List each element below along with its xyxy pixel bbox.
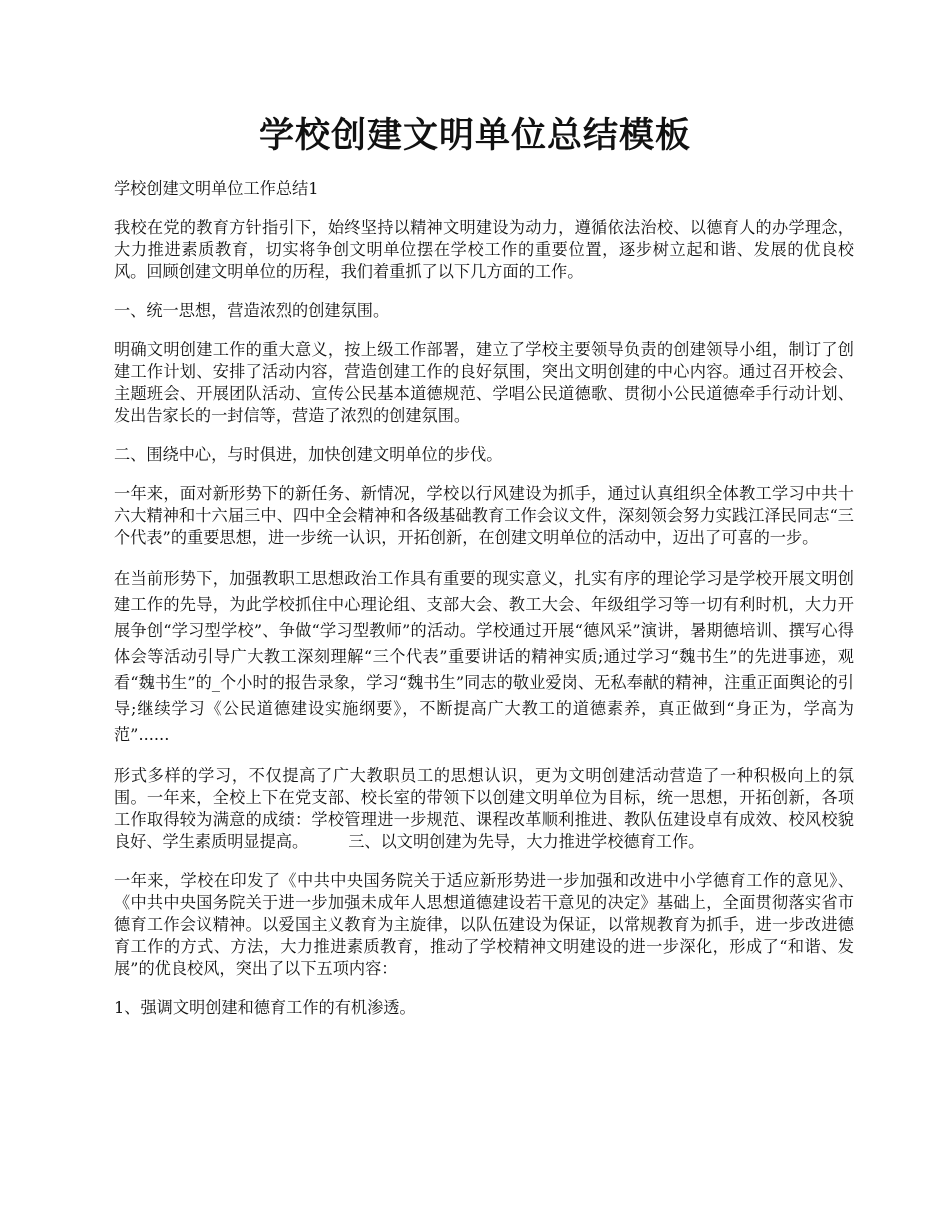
paragraph-section-2a: 一年来，面对新形势下的新任务、新情况，学校以行风建设为抓手，通过认真组织全体教工学习中共十六大精神和十六届三中、四中全会精神和各级基础教育工作会议文件，深刻领会努力实践江泽民同志“三个代表”的重要思想，进一步统一认识，开拓创新，在创建文明单位的活动中，迈出了可喜的一步。 (114, 484, 854, 547)
paragraph-section-3: 一年来，学校在印发了《中共中央国务院关于适应新形势进一步加强和改进中小学德育工作的意见》、《中共中央国务院关于进一步加强未成年人思想道德建设若干意见的决定》基础上，全面贯彻落实省市德育工作会议精神。以爱国主义教育为主旋律，以队伍建设为保证，以常规教育为抓手，进一步改进德育工作的方式、方法，大力推进素质教育，推动了学校精神文明建设的进一步深化，形成了“和谐、发展”的优良校风，突出了以下五项内容： (114, 871, 854, 978)
document-body (114, 178, 854, 1036)
paragraph-section-2c (114, 765, 854, 853)
section-heading-1: 一、统一思想，营造浓烈的创建氛围。 (114, 301, 390, 320)
section-heading-2: 二、围绕中心，与时俱进，加快创建文明单位的步伐。 (114, 445, 503, 464)
paragraph-section-2b: 在当前形势下，加强教职工思想政治工作具有重要的现实意义，扎实有序的理论学习是学校开展文明创建工作的先导，为此学校抓住中心理论组、支部大会、教工大会、年级组学习等一切有利时机，大力开展争创“学习型学校”、争做“学习型教师”的活动。学校通过开展“德风采”演讲，暑期德培训、撰写心得体会等活动引导广大教工深刻理解“三个代表”重要讲话的精神实质;通过学习“魏书生”的先进事迹，观看“魏书生”的_个小时的报告录象，学习“魏书生”同志的敬业爱岗、无私奉献的精神，注重正面舆论的引导;继续学习《公民道德建设实施纲要》，不断提高广大教工的道德素养，真正做到“身正为，学高为范”...... (114, 569, 854, 744)
subsection-heading-1: 1、强调文明创建和德育工作的有机渗透。 (114, 998, 416, 1017)
document-title: 学校创建文明单位总结模板 (258, 115, 691, 156)
section-heading-3: 三、以文明创建为先导，大力推进学校德育工作。 (348, 832, 705, 851)
paragraph-section-2c-text: 形式多样的学习，不仅提高了广大教职员工的思想认识，更为文明创建活动营造了一种积极向上的氛围。一年来，全校上下在党支部、校长室的带领下以创建文明单位为目标，统一思想，开拓创新，各项工作取得较为满意的成绩：学校管理进一步规范、课程改革顺利推进、教队伍建设卓有成效、校风校貌良好、学生素质明显提高。 (114, 766, 854, 851)
paragraph-intro: 我校在党的教育方针指引下，始终坚持以精神文明建设为动力，遵循依法治校、以德育人的办学理念，大力推进素质教育，切实将争创文明单位摆在学校工作的重要位置，逐步树立起和谐、发展的优良校风。回顾创建文明单位的历程，我们着重抓了以下几方面的工作。 (114, 218, 854, 281)
paragraph-section-1: 明确文明创建工作的重大意义，按上级工作部署，建立了学校主要领导负责的创建领导小组，制订了创建工作计划、安排了活动内容，营造创建工作的良好氛围，突出文明创建的中心内容。通过召开校会、主题班会、开展团队活动、宣传公民基本道德规范、学唱公民道德歌、贯彻小公民道德牵手行动计划、发出告家长的一封信等，营造了浓烈的创建氛围。 (114, 340, 854, 425)
document-subtitle: 学校创建文明单位工作总结1 (114, 179, 319, 198)
